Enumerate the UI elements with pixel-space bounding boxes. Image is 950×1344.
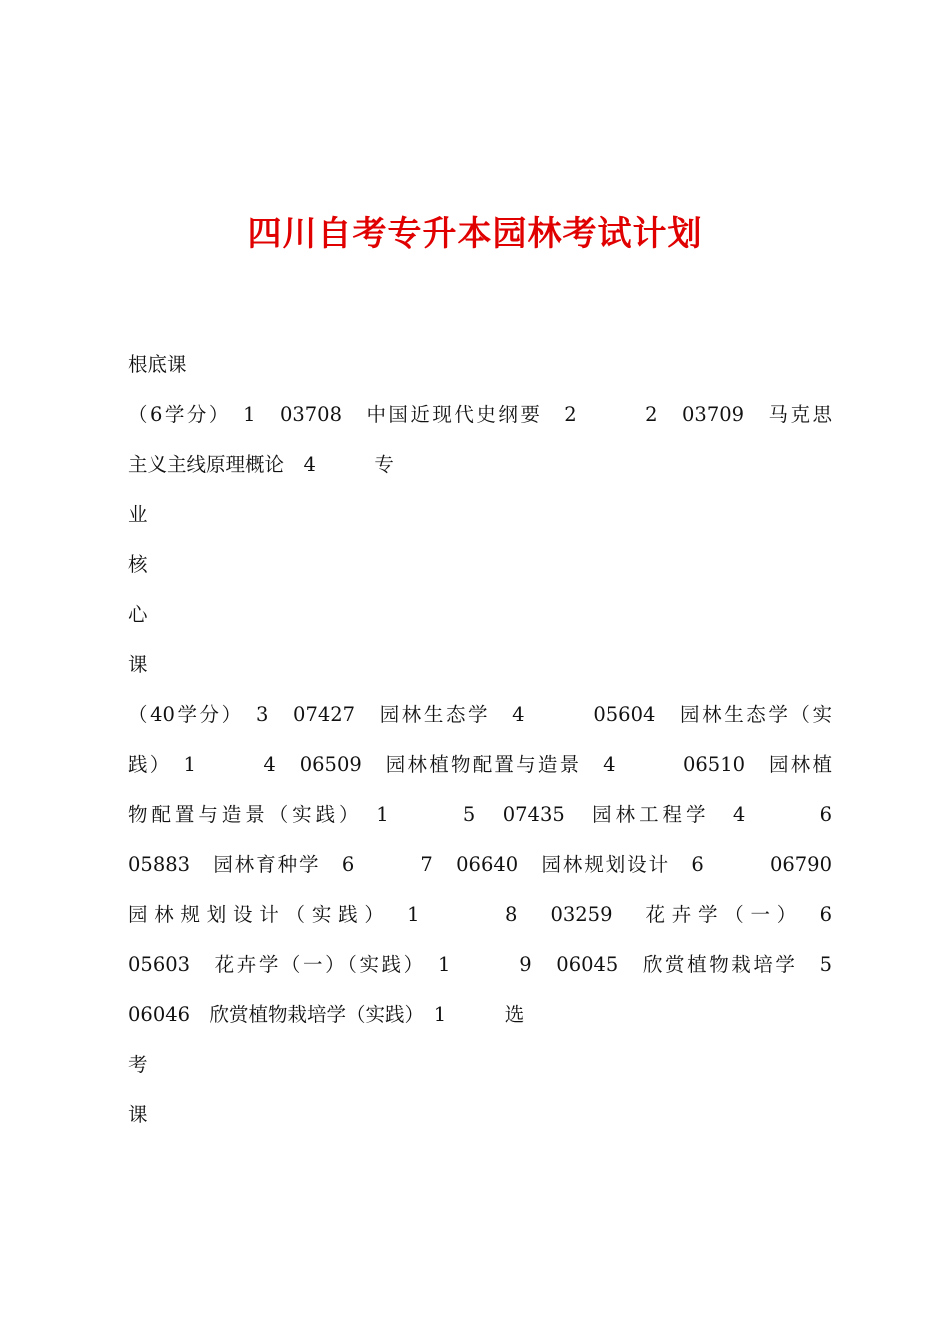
text-line: 课 — [128, 1103, 148, 1126]
text-line: 05883 园林育种学 6 7 06640 园林规划设计 6 06790 — [128, 853, 832, 876]
text-line: （40学分） 3 07427 园林生态学 4 05604 园林生态学（实 — [128, 703, 832, 726]
text-line: 主义主线原理概论 4 专 — [128, 453, 394, 476]
text-line: 园林规划设计（实践） 1 8 03259 花卉学（一） 6 — [128, 903, 832, 926]
text-line: 05603 花卉学（一）（实践） 1 9 06045 欣赏植物栽培学 5 — [128, 953, 832, 976]
text-line: 物配置与造景（实践） 1 5 07435 园林工程学 4 6 — [128, 803, 832, 826]
text-line: 心 — [128, 603, 148, 626]
document-title: 四川自考专升本园林考试计划 — [247, 214, 703, 254]
text-line: 践） 1 4 06509 园林植物配置与造景 4 06510 园林植 — [128, 753, 832, 776]
text-line: 课 — [128, 653, 148, 676]
text-line: 核 — [128, 553, 148, 576]
text-line: 考 — [128, 1053, 148, 1076]
text-line: （6学分） 1 03708 中国近现代史纲要 2 2 03709 马克思 — [128, 403, 832, 426]
text-line: 根底课 — [128, 353, 187, 376]
text-line: 06046 欣赏植物栽培学（实践） 1 选 — [128, 1003, 525, 1026]
text-line: 业 — [128, 503, 148, 526]
document-body — [128, 340, 832, 1140]
